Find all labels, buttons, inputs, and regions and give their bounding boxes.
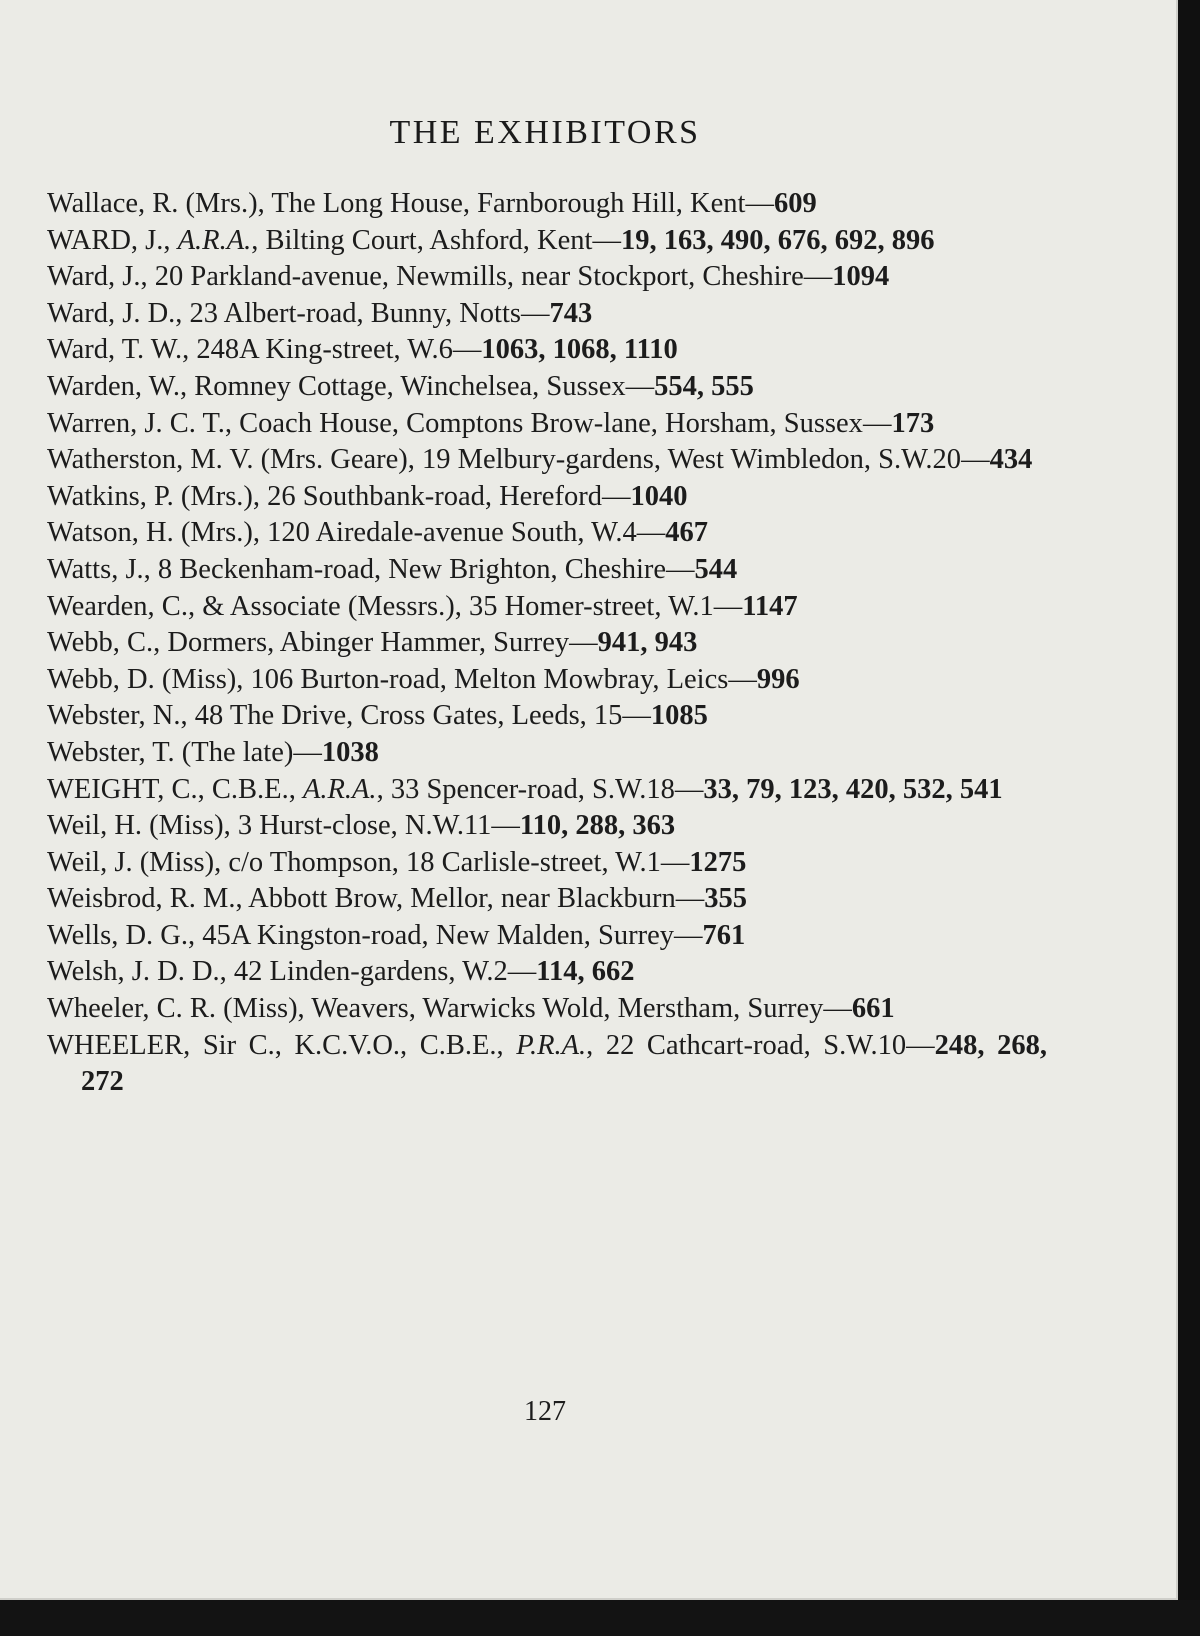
entry-dash: — bbox=[520, 297, 550, 329]
exhibit-numbers: 1275 bbox=[689, 846, 747, 878]
exhibit-numbers: 173 bbox=[891, 407, 935, 439]
exhibit-numbers: 248, 268, 272 bbox=[81, 1029, 1047, 1098]
exhibitor-entry bbox=[47, 296, 1047, 333]
exhibitor-name-address: Watson, H. (Mrs.), 120 Airedale-avenue South, W.4 bbox=[47, 517, 637, 549]
exhibitor-name-address: Ward, J. D., 23 Albert-road, Bunny, Notts bbox=[47, 297, 521, 329]
exhibitor-entry bbox=[47, 589, 1047, 626]
entry-dash: — bbox=[636, 517, 666, 549]
exhibit-numbers: 19, 163, 490, 676, 692, 896 bbox=[620, 224, 935, 256]
entry-dash: — bbox=[713, 590, 743, 622]
exhibit-numbers: 33, 79, 123, 420, 532, 541 bbox=[703, 773, 1003, 805]
exhibitor-entry bbox=[47, 845, 1047, 882]
exhibitor-entry bbox=[47, 552, 1047, 589]
exhibitor-list bbox=[47, 186, 1047, 1101]
exhibitor-name-address: Wells, D. G., 45A Kingston-road, New Malden, Surrey bbox=[47, 919, 674, 951]
exhibitor-name-address: Watkins, P. (Mrs.), 26 Southbank-road, Hereford bbox=[47, 480, 602, 512]
exhibitor-name-address: Ward, T. W., 248A King-street, W.6 bbox=[47, 334, 453, 366]
exhibitor-name-address: Weisbrod, R. M., Abbott Brow, Mellor, near Blackburn bbox=[47, 883, 676, 915]
entry-dash: — bbox=[823, 993, 852, 1025]
exhibitor-name-address: Wearden, C., & Associate (Messrs.), 35 Homer-street, W.1 bbox=[47, 590, 714, 622]
entry-dash: — bbox=[906, 1029, 935, 1061]
exhibit-numbers: 110, 288, 363 bbox=[519, 810, 676, 842]
entry-dash: — bbox=[569, 627, 598, 659]
exhibitor-address: , 33 Spencer-road, S.W.18 bbox=[376, 773, 675, 805]
exhibitor-name-address: WARD, J., bbox=[47, 224, 178, 256]
exhibitor-entry bbox=[47, 479, 1047, 516]
entry-dash: — bbox=[491, 810, 520, 842]
exhibitor-name-address: WHEELER, Sir C., K.C.V.O., C.B.E., bbox=[47, 1029, 517, 1061]
exhibitor-title: A.R.A. bbox=[302, 773, 377, 805]
page-number: 127 bbox=[524, 1396, 566, 1427]
entry-dash: — bbox=[803, 261, 833, 293]
exhibitor-name-address: Webb, C., Dormers, Abinger Hammer, Surrey bbox=[47, 627, 570, 659]
exhibit-numbers: 941, 943 bbox=[597, 627, 698, 659]
exhibitor-address: , Bilting Court, Ashford, Kent bbox=[251, 224, 593, 256]
exhibitor-entry bbox=[47, 442, 1047, 479]
exhibitor-name-address: WEIGHT, C., C.B.E., bbox=[47, 773, 303, 805]
exhibitor-name-address: Warden, W., Romney Cottage, Winchelsea, Sussex bbox=[47, 370, 626, 402]
entry-dash: — bbox=[293, 736, 322, 768]
exhibit-numbers: 609 bbox=[773, 188, 817, 219]
exhibitor-entry bbox=[47, 735, 1047, 772]
exhibitor-entry bbox=[47, 259, 1047, 296]
entry-dash: — bbox=[452, 334, 482, 366]
entry-dash: — bbox=[728, 663, 757, 695]
exhibitor-entry bbox=[47, 1028, 1047, 1101]
exhibitor-name-address: Warren, J. C. T., Coach House, Comptons Brow-lane, Horsham, Sussex bbox=[47, 407, 863, 439]
exhibitor-name-address: Weil, J. (Miss), c/o Thompson, 18 Carlisle-street, W.1 bbox=[47, 846, 661, 878]
exhibit-numbers: 1094 bbox=[832, 261, 890, 293]
exhibitor-entry bbox=[47, 698, 1047, 735]
scan-border-right bbox=[1178, 0, 1200, 1636]
entry-dash: — bbox=[674, 919, 703, 951]
exhibit-numbers: 434 bbox=[989, 444, 1033, 476]
exhibitor-name-address: Watherston, M. V. (Mrs. Geare), 19 Melbury-gardens, West Wimbledon, S.W.20 bbox=[47, 444, 962, 476]
exhibit-numbers: 1063, 1068, 1110 bbox=[481, 334, 678, 366]
exhibitor-name-address: Wheeler, C. R. (Miss), Weavers, Warwicks Wold, Merstham, Surrey bbox=[47, 993, 824, 1025]
entry-dash: — bbox=[507, 956, 537, 988]
entry-dash: — bbox=[622, 700, 651, 732]
exhibit-numbers: 467 bbox=[665, 517, 709, 549]
exhibit-numbers: 1040 bbox=[630, 480, 688, 512]
entry-dash: — bbox=[862, 407, 892, 439]
entry-dash: — bbox=[674, 773, 704, 805]
exhibit-numbers: 355 bbox=[704, 883, 748, 915]
exhibitor-entry bbox=[47, 223, 1047, 260]
entry-dash: — bbox=[625, 370, 655, 402]
exhibitor-entry bbox=[47, 772, 1047, 809]
exhibitor-name-address: Webster, T. (The late) bbox=[47, 736, 294, 768]
exhibitor-title: P.R.A. bbox=[516, 1029, 587, 1061]
exhibitor-name-address: Webster, N., 48 The Drive, Cross Gates, Leeds, 15 bbox=[47, 700, 623, 732]
exhibitor-name-address: Webb, D. (Miss), 106 Burton-road, Melton Mowbray, Leics bbox=[47, 663, 729, 695]
exhibit-numbers: 114, 662 bbox=[536, 956, 635, 988]
scan-border-bottom bbox=[0, 1600, 1200, 1636]
entry-dash: — bbox=[675, 883, 705, 915]
exhibitor-name-address: Welsh, J. D. D., 42 Linden-gardens, W.2 bbox=[47, 956, 508, 988]
exhibitor-entry bbox=[47, 186, 1047, 223]
exhibitor-name-address: Wallace, R. (Mrs.), The Long House, Farnborough Hill, Kent bbox=[47, 188, 746, 219]
entry-dash: — bbox=[601, 480, 631, 512]
entry-dash: — bbox=[961, 444, 990, 476]
entry-dash: — bbox=[660, 846, 690, 878]
exhibit-numbers: 661 bbox=[851, 993, 895, 1025]
exhibit-numbers: 761 bbox=[702, 919, 746, 951]
exhibitor-entry bbox=[47, 332, 1047, 369]
exhibitor-entry bbox=[47, 881, 1047, 918]
exhibit-numbers: 1085 bbox=[650, 700, 708, 732]
exhibit-numbers: 743 bbox=[549, 297, 593, 329]
exhibitor-address: , 22 Cathcart-road, S.W.10 bbox=[586, 1029, 907, 1061]
exhibitor-name-address: Weil, H. (Miss), 3 Hurst-close, N.W.11 bbox=[47, 810, 492, 842]
exhibitor-entry bbox=[47, 625, 1047, 662]
exhibit-numbers: 1038 bbox=[321, 736, 379, 768]
exhibit-numbers: 1147 bbox=[742, 590, 798, 622]
exhibitor-entry bbox=[47, 808, 1047, 845]
exhibitor-entry bbox=[47, 662, 1047, 699]
exhibitor-entry bbox=[47, 369, 1047, 406]
exhibitor-entry bbox=[47, 515, 1047, 552]
entry-dash: — bbox=[745, 188, 774, 219]
exhibitor-entry bbox=[47, 918, 1047, 955]
exhibitor-name-address: Watts, J., 8 Beckenham-road, New Brighton, Cheshire bbox=[47, 553, 667, 585]
entry-dash: — bbox=[592, 224, 621, 256]
exhibitor-entry bbox=[47, 954, 1047, 991]
exhibitor-title: A.R.A. bbox=[177, 224, 252, 256]
exhibit-numbers: 996 bbox=[756, 663, 800, 695]
exhibit-numbers: 544 bbox=[694, 553, 738, 585]
exhibitor-name-address: Ward, J., 20 Parkland-avenue, Newmills, near Stockport, Cheshire bbox=[47, 261, 804, 293]
exhibitor-entry bbox=[47, 991, 1047, 1028]
exhibit-numbers: 554, 555 bbox=[654, 370, 754, 402]
exhibitor-entry bbox=[47, 406, 1047, 443]
page-title: THE EXHIBITORS bbox=[389, 114, 701, 151]
entry-dash: — bbox=[666, 553, 695, 585]
